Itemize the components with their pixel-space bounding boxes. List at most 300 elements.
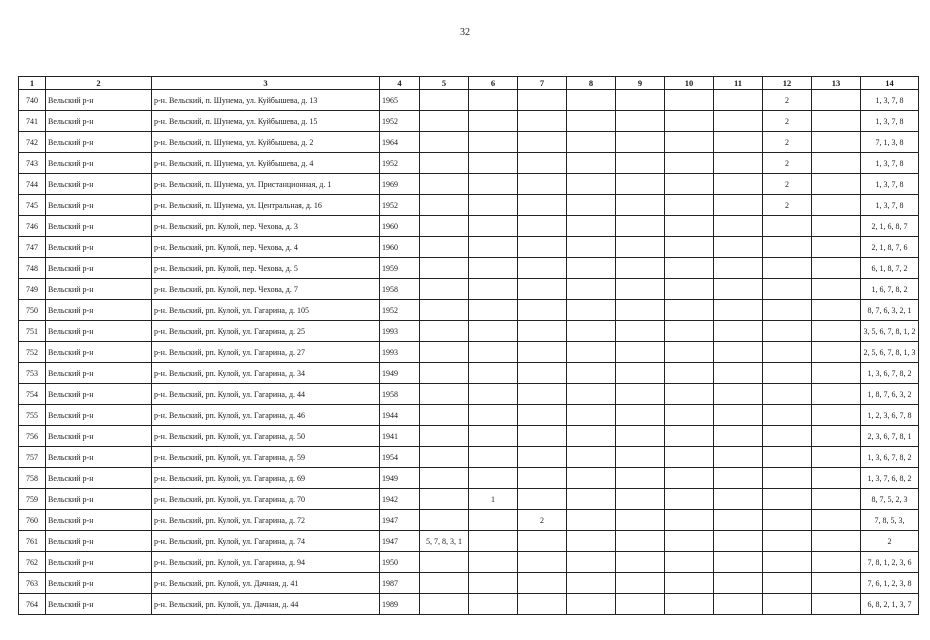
- row-number-cell: 752: [19, 342, 46, 363]
- district-cell: Вельский р-н: [46, 573, 152, 594]
- column-13-cell: [812, 132, 861, 153]
- year-built-cell: 1950: [380, 552, 420, 573]
- column-12-cell: 2: [763, 132, 812, 153]
- row-number-cell: 755: [19, 405, 46, 426]
- column-14-cell: 1, 3, 7, 8: [861, 174, 919, 195]
- column-14-cell: 1, 3, 6, 7, 8, 2: [861, 447, 919, 468]
- column-5-cell: [420, 384, 469, 405]
- year-built-cell: 1987: [380, 573, 420, 594]
- district-cell: Вельский р-н: [46, 195, 152, 216]
- column-11-cell: [714, 321, 763, 342]
- column-6-cell: [469, 405, 518, 426]
- column-13-cell: [812, 258, 861, 279]
- column-9-cell: [616, 510, 665, 531]
- column-5-cell: [420, 552, 469, 573]
- column-5-cell: [420, 447, 469, 468]
- column-9-cell: [616, 258, 665, 279]
- year-built-cell: 1964: [380, 132, 420, 153]
- column-10-cell: [665, 279, 714, 300]
- column-6-cell: [469, 468, 518, 489]
- column-13-cell: [812, 321, 861, 342]
- column-12-cell: 2: [763, 174, 812, 195]
- district-cell: Вельский р-н: [46, 300, 152, 321]
- table-row: [19, 531, 919, 552]
- column-12-cell: [763, 258, 812, 279]
- column-6-cell: [469, 237, 518, 258]
- district-cell: Вельский р-н: [46, 426, 152, 447]
- address-cell: р-н. Вельский, рп. Кулой, ул. Гагарина, д. 94: [152, 552, 380, 573]
- column-header: 2: [46, 77, 152, 90]
- table-row: [19, 405, 919, 426]
- column-14-cell: 2, 1, 6, 8, 7: [861, 216, 919, 237]
- column-12-cell: [763, 384, 812, 405]
- address-cell: р-н. Вельский, рп. Кулой, ул. Гагарина, д. 72: [152, 510, 380, 531]
- column-5-cell: [420, 405, 469, 426]
- year-built-cell: 1952: [380, 195, 420, 216]
- column-6-cell: [469, 153, 518, 174]
- column-14-cell: 3, 5, 6, 7, 8, 1, 2: [861, 321, 919, 342]
- table-row: [19, 594, 919, 615]
- column-7-cell: [518, 279, 567, 300]
- column-12-cell: [763, 573, 812, 594]
- column-13-cell: [812, 195, 861, 216]
- column-10-cell: [665, 258, 714, 279]
- column-12-cell: [763, 552, 812, 573]
- row-number-cell: 747: [19, 237, 46, 258]
- column-10-cell: [665, 90, 714, 111]
- column-10-cell: [665, 468, 714, 489]
- column-7-cell: [518, 300, 567, 321]
- column-11-cell: [714, 363, 763, 384]
- table-row: [19, 447, 919, 468]
- row-number-cell: 758: [19, 468, 46, 489]
- column-5-cell: [420, 279, 469, 300]
- column-8-cell: [567, 258, 616, 279]
- column-8-cell: [567, 321, 616, 342]
- column-7-cell: [518, 384, 567, 405]
- district-cell: Вельский р-н: [46, 363, 152, 384]
- column-9-cell: [616, 195, 665, 216]
- column-13-cell: [812, 363, 861, 384]
- column-13-cell: [812, 426, 861, 447]
- year-built-cell: 1941: [380, 426, 420, 447]
- row-number-cell: 762: [19, 552, 46, 573]
- column-5-cell: [420, 426, 469, 447]
- column-7-cell: [518, 489, 567, 510]
- year-built-cell: 1960: [380, 237, 420, 258]
- row-number-cell: 760: [19, 510, 46, 531]
- column-9-cell: [616, 384, 665, 405]
- row-number-cell: 744: [19, 174, 46, 195]
- year-built-cell: 1947: [380, 510, 420, 531]
- column-header: 9: [616, 77, 665, 90]
- row-number-cell: 750: [19, 300, 46, 321]
- district-cell: Вельский р-н: [46, 447, 152, 468]
- column-7-cell: [518, 153, 567, 174]
- housing-register-table: [18, 76, 919, 615]
- column-6-cell: [469, 258, 518, 279]
- column-11-cell: [714, 258, 763, 279]
- year-built-cell: 1958: [380, 384, 420, 405]
- column-5-cell: [420, 216, 469, 237]
- table-row: [19, 468, 919, 489]
- column-14-cell: 6, 1, 8, 7, 2: [861, 258, 919, 279]
- column-9-cell: [616, 363, 665, 384]
- column-13-cell: [812, 468, 861, 489]
- district-cell: Вельский р-н: [46, 531, 152, 552]
- table-row: [19, 342, 919, 363]
- column-14-cell: 2: [861, 531, 919, 552]
- column-9-cell: [616, 594, 665, 615]
- column-11-cell: [714, 195, 763, 216]
- column-6-cell: [469, 216, 518, 237]
- column-6-cell: [469, 195, 518, 216]
- column-14-cell: 1, 2, 3, 6, 7, 8: [861, 405, 919, 426]
- district-cell: Вельский р-н: [46, 405, 152, 426]
- column-12-cell: [763, 468, 812, 489]
- column-6-cell: [469, 573, 518, 594]
- column-13-cell: [812, 174, 861, 195]
- row-number-cell: 749: [19, 279, 46, 300]
- column-14-cell: 2, 1, 8, 7, 6: [861, 237, 919, 258]
- column-6-cell: [469, 363, 518, 384]
- column-10-cell: [665, 216, 714, 237]
- column-10-cell: [665, 300, 714, 321]
- column-12-cell: [763, 447, 812, 468]
- column-13-cell: [812, 552, 861, 573]
- table-row: [19, 174, 919, 195]
- district-cell: Вельский р-н: [46, 174, 152, 195]
- page-number: 32: [460, 27, 470, 38]
- column-13-cell: [812, 384, 861, 405]
- column-12-cell: [763, 216, 812, 237]
- column-10-cell: [665, 153, 714, 174]
- column-7-cell: [518, 174, 567, 195]
- column-header: 4: [380, 77, 420, 90]
- column-9-cell: [616, 111, 665, 132]
- column-8-cell: [567, 531, 616, 552]
- column-11-cell: [714, 132, 763, 153]
- column-9-cell: [616, 216, 665, 237]
- address-cell: р-н. Вельский, п. Шунема, ул. Куйбышева, д. 15: [152, 111, 380, 132]
- district-cell: Вельский р-н: [46, 384, 152, 405]
- column-12-cell: [763, 405, 812, 426]
- column-6-cell: [469, 384, 518, 405]
- year-built-cell: 1989: [380, 594, 420, 615]
- column-14-cell: 7, 1, 3, 8: [861, 132, 919, 153]
- year-built-cell: 1969: [380, 174, 420, 195]
- column-7-cell: [518, 258, 567, 279]
- column-13-cell: [812, 279, 861, 300]
- year-built-cell: 1960: [380, 216, 420, 237]
- column-5-cell: [420, 468, 469, 489]
- column-6-cell: [469, 531, 518, 552]
- column-9-cell: [616, 342, 665, 363]
- column-13-cell: [812, 153, 861, 174]
- column-11-cell: [714, 111, 763, 132]
- column-5-cell: [420, 573, 469, 594]
- column-8-cell: [567, 426, 616, 447]
- address-cell: р-н. Вельский, рп. Кулой, ул. Гагарина, д. 50: [152, 426, 380, 447]
- column-10-cell: [665, 510, 714, 531]
- column-7-cell: [518, 426, 567, 447]
- year-built-cell: 1954: [380, 447, 420, 468]
- address-cell: р-н. Вельский, рп. Кулой, пер. Чехова, д. 3: [152, 216, 380, 237]
- column-10-cell: [665, 426, 714, 447]
- column-header: 12: [763, 77, 812, 90]
- column-13-cell: [812, 90, 861, 111]
- column-5-cell: [420, 300, 469, 321]
- address-cell: р-н. Вельский, рп. Кулой, пер. Чехова, д. 4: [152, 237, 380, 258]
- column-12-cell: [763, 321, 812, 342]
- column-5-cell: [420, 111, 469, 132]
- column-11-cell: [714, 489, 763, 510]
- table-row: [19, 153, 919, 174]
- column-9-cell: [616, 132, 665, 153]
- column-12-cell: 2: [763, 153, 812, 174]
- column-13-cell: [812, 531, 861, 552]
- column-5-cell: [420, 342, 469, 363]
- row-number-cell: 740: [19, 90, 46, 111]
- column-11-cell: [714, 405, 763, 426]
- table-row: [19, 258, 919, 279]
- district-cell: Вельский р-н: [46, 342, 152, 363]
- column-header: 10: [665, 77, 714, 90]
- column-12-cell: [763, 363, 812, 384]
- column-5-cell: 5, 7, 8, 3, 1: [420, 531, 469, 552]
- column-9-cell: [616, 573, 665, 594]
- column-10-cell: [665, 195, 714, 216]
- column-14-cell: 1, 3, 7, 8: [861, 195, 919, 216]
- column-7-cell: [518, 111, 567, 132]
- district-cell: Вельский р-н: [46, 468, 152, 489]
- column-9-cell: [616, 552, 665, 573]
- column-10-cell: [665, 363, 714, 384]
- column-6-cell: [469, 426, 518, 447]
- column-11-cell: [714, 552, 763, 573]
- table-row: [19, 132, 919, 153]
- column-14-cell: 2, 5, 6, 7, 8, 1, 3: [861, 342, 919, 363]
- district-cell: Вельский р-н: [46, 552, 152, 573]
- column-8-cell: [567, 468, 616, 489]
- column-6-cell: [469, 132, 518, 153]
- column-12-cell: 2: [763, 90, 812, 111]
- column-13-cell: [812, 489, 861, 510]
- year-built-cell: 1952: [380, 300, 420, 321]
- column-14-cell: 1, 3, 7, 8: [861, 111, 919, 132]
- column-14-cell: 1, 8, 7, 6, 3, 2: [861, 384, 919, 405]
- column-8-cell: [567, 174, 616, 195]
- column-5-cell: [420, 90, 469, 111]
- table-row: [19, 321, 919, 342]
- column-5-cell: [420, 363, 469, 384]
- column-header: 7: [518, 77, 567, 90]
- column-6-cell: [469, 342, 518, 363]
- column-7-cell: [518, 237, 567, 258]
- table-row: [19, 489, 919, 510]
- column-5-cell: [420, 258, 469, 279]
- district-cell: Вельский р-н: [46, 489, 152, 510]
- column-13-cell: [812, 111, 861, 132]
- column-8-cell: [567, 300, 616, 321]
- column-12-cell: [763, 342, 812, 363]
- column-7-cell: [518, 321, 567, 342]
- address-cell: р-н. Вельский, рп. Кулой, ул. Дачная, д. 44: [152, 594, 380, 615]
- column-12-cell: [763, 426, 812, 447]
- column-6-cell: [469, 174, 518, 195]
- column-10-cell: [665, 594, 714, 615]
- row-number-cell: 753: [19, 363, 46, 384]
- column-14-cell: 7, 6, 1, 2, 3, 8: [861, 573, 919, 594]
- column-8-cell: [567, 594, 616, 615]
- table-row: [19, 237, 919, 258]
- column-11-cell: [714, 237, 763, 258]
- row-number-cell: 759: [19, 489, 46, 510]
- column-8-cell: [567, 384, 616, 405]
- column-12-cell: [763, 510, 812, 531]
- column-6-cell: [469, 321, 518, 342]
- column-7-cell: [518, 594, 567, 615]
- column-7-cell: [518, 405, 567, 426]
- column-13-cell: [812, 573, 861, 594]
- year-built-cell: 1949: [380, 468, 420, 489]
- address-cell: р-н. Вельский, рп. Кулой, пер. Чехова, д. 7: [152, 279, 380, 300]
- column-7-cell: [518, 90, 567, 111]
- column-12-cell: [763, 489, 812, 510]
- column-8-cell: [567, 552, 616, 573]
- column-8-cell: [567, 195, 616, 216]
- column-6-cell: 1: [469, 489, 518, 510]
- column-11-cell: [714, 573, 763, 594]
- row-number-cell: 757: [19, 447, 46, 468]
- column-6-cell: [469, 447, 518, 468]
- district-cell: Вельский р-н: [46, 132, 152, 153]
- column-12-cell: 2: [763, 111, 812, 132]
- column-8-cell: [567, 237, 616, 258]
- column-13-cell: [812, 594, 861, 615]
- column-8-cell: [567, 279, 616, 300]
- row-number-cell: 742: [19, 132, 46, 153]
- column-11-cell: [714, 279, 763, 300]
- column-13-cell: [812, 405, 861, 426]
- column-9-cell: [616, 426, 665, 447]
- column-11-cell: [714, 153, 763, 174]
- column-11-cell: [714, 447, 763, 468]
- column-14-cell: 1, 3, 7, 8: [861, 90, 919, 111]
- column-9-cell: [616, 237, 665, 258]
- column-6-cell: [469, 300, 518, 321]
- address-cell: р-н. Вельский, рп. Кулой, ул. Гагарина, д. 34: [152, 363, 380, 384]
- year-built-cell: 1942: [380, 489, 420, 510]
- column-8-cell: [567, 363, 616, 384]
- column-9-cell: [616, 447, 665, 468]
- row-number-cell: 746: [19, 216, 46, 237]
- address-cell: р-н. Вельский, рп. Кулой, ул. Гагарина, д. 59: [152, 447, 380, 468]
- year-built-cell: 1958: [380, 279, 420, 300]
- district-cell: Вельский р-н: [46, 111, 152, 132]
- row-number-cell: 748: [19, 258, 46, 279]
- column-13-cell: [812, 216, 861, 237]
- column-14-cell: 1, 6, 7, 8, 2: [861, 279, 919, 300]
- year-built-cell: 1959: [380, 258, 420, 279]
- column-14-cell: 2, 3, 6, 7, 8, 1: [861, 426, 919, 447]
- column-8-cell: [567, 573, 616, 594]
- column-9-cell: [616, 153, 665, 174]
- row-number-cell: 764: [19, 594, 46, 615]
- address-cell: р-н. Вельский, п. Шунема, ул. Куйбышева, д. 13: [152, 90, 380, 111]
- column-number-header-row: [19, 77, 919, 90]
- column-8-cell: [567, 489, 616, 510]
- column-7-cell: [518, 447, 567, 468]
- column-10-cell: [665, 342, 714, 363]
- column-header: 3: [152, 77, 380, 90]
- row-number-cell: 741: [19, 111, 46, 132]
- column-11-cell: [714, 216, 763, 237]
- address-cell: р-н. Вельский, рп. Кулой, ул. Гагарина, д. 27: [152, 342, 380, 363]
- address-cell: р-н. Вельский, п. Шунема, ул. Куйбышева, д. 2: [152, 132, 380, 153]
- column-8-cell: [567, 90, 616, 111]
- year-built-cell: 1949: [380, 363, 420, 384]
- column-header: 5: [420, 77, 469, 90]
- column-10-cell: [665, 489, 714, 510]
- table-row: [19, 195, 919, 216]
- column-11-cell: [714, 342, 763, 363]
- column-10-cell: [665, 237, 714, 258]
- column-7-cell: [518, 132, 567, 153]
- column-7-cell: [518, 531, 567, 552]
- column-9-cell: [616, 531, 665, 552]
- column-14-cell: 7, 8, 5, 3,: [861, 510, 919, 531]
- column-6-cell: [469, 510, 518, 531]
- district-cell: Вельский р-н: [46, 237, 152, 258]
- column-14-cell: 7, 8, 1, 2, 3, 6: [861, 552, 919, 573]
- address-cell: р-н. Вельский, п. Шунема, ул. Центральная, д. 16: [152, 195, 380, 216]
- address-cell: р-н. Вельский, п. Шунема, ул. Пристанционная, д. 1: [152, 174, 380, 195]
- column-10-cell: [665, 447, 714, 468]
- column-13-cell: [812, 510, 861, 531]
- address-cell: р-н. Вельский, п. Шунема, ул. Куйбышева, д. 4: [152, 153, 380, 174]
- address-cell: р-н. Вельский, рп. Кулой, ул. Гагарина, д. 105: [152, 300, 380, 321]
- column-8-cell: [567, 216, 616, 237]
- column-9-cell: [616, 468, 665, 489]
- table-row: [19, 111, 919, 132]
- address-cell: р-н. Вельский, рп. Кулой, ул. Дачная, д. 41: [152, 573, 380, 594]
- column-12-cell: [763, 300, 812, 321]
- column-6-cell: [469, 111, 518, 132]
- column-9-cell: [616, 321, 665, 342]
- table-body: [19, 90, 919, 615]
- column-9-cell: [616, 279, 665, 300]
- row-number-cell: 763: [19, 573, 46, 594]
- column-8-cell: [567, 111, 616, 132]
- column-12-cell: [763, 531, 812, 552]
- column-12-cell: [763, 279, 812, 300]
- column-header: 8: [567, 77, 616, 90]
- column-10-cell: [665, 174, 714, 195]
- column-8-cell: [567, 405, 616, 426]
- column-11-cell: [714, 300, 763, 321]
- column-9-cell: [616, 489, 665, 510]
- year-built-cell: 1993: [380, 342, 420, 363]
- column-header: 1: [19, 77, 46, 90]
- year-built-cell: 1947: [380, 531, 420, 552]
- column-11-cell: [714, 426, 763, 447]
- column-13-cell: [812, 300, 861, 321]
- column-9-cell: [616, 300, 665, 321]
- row-number-cell: 745: [19, 195, 46, 216]
- column-7-cell: [518, 552, 567, 573]
- district-cell: Вельский р-н: [46, 510, 152, 531]
